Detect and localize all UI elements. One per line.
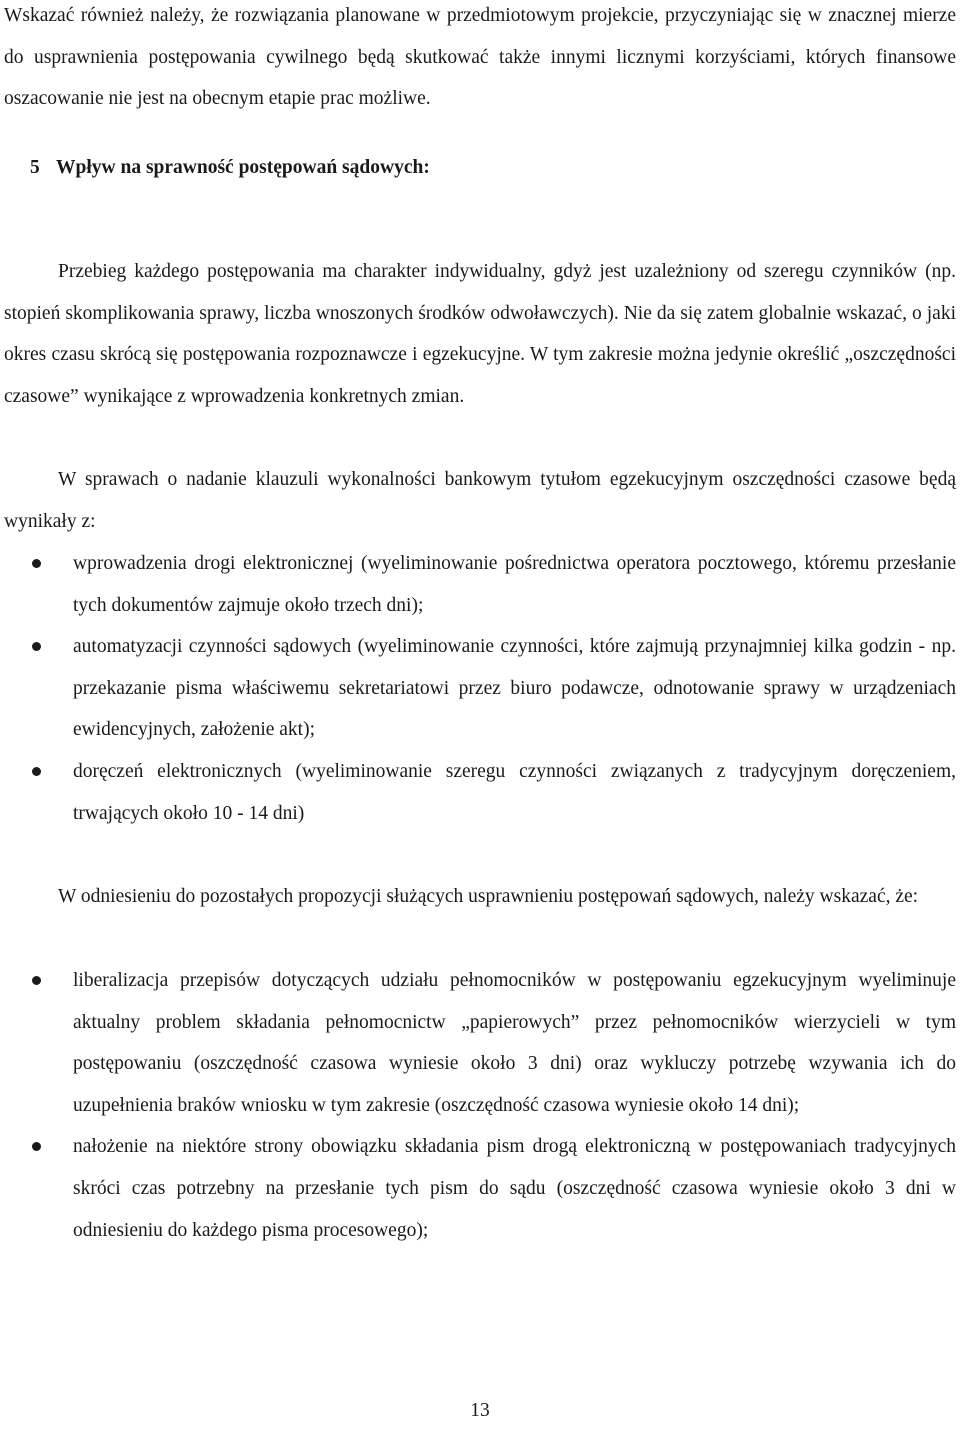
page-number: 13 bbox=[470, 1400, 490, 1421]
bullet-icon bbox=[32, 559, 41, 568]
section-number: 5 bbox=[30, 157, 40, 178]
list-item bbox=[4, 751, 956, 834]
bullet-list-2 bbox=[4, 960, 956, 1251]
list-2-block bbox=[4, 960, 956, 1251]
list-1-block bbox=[4, 543, 956, 834]
bullet-list-1 bbox=[4, 543, 956, 834]
section-title: Wpływ na sprawność postępowań sądowych: bbox=[56, 157, 430, 178]
list-item-text: automatyzacji czynności sądowych (wyeliminowanie czynności, które zajmują przynajmniej kilka godzin - np. przekazanie pisma właściwemu sekretariatowi przez biuro podawcze, odnotowanie sprawy w urządzeniach ewidencyjnych, założenie akt); bbox=[73, 636, 956, 741]
klauzula-paragraph-block bbox=[4, 459, 956, 542]
odniesienie-paragraph: W odniesieniu do pozostałych propozycji służących usprawnieniu postępowań sądowych, należy wskazać, że: bbox=[58, 886, 919, 907]
list-item-text: nałożenie na niektóre strony obowiązku składania pism drogą elektroniczną w postępowaniach tradycyjnych skróci czas potrzebny na przesłanie tych pism do sądu (oszczędność czasowa wyniesie około 3 dni w odniesieniu do każdego pisma procesowego); bbox=[73, 1136, 956, 1241]
list-item bbox=[4, 1126, 956, 1251]
list-item bbox=[4, 626, 956, 751]
klauzula-paragraph: W sprawach o nadanie klauzuli wykonalności bankowym tytułom egzekucyjnym oszczędności czasowe będą wynikały z: bbox=[4, 469, 956, 532]
list-item-text: liberalizacja przepisów dotyczących udziału pełnomocników w postępowaniu egzekucyjnym wyeliminuje aktualny problem składania pełnomocnictw „papierowych” przez pełnomocników wierzycieli w tym postępowaniu (oszczędność czasowa wyniesie około 3 dni) oraz wykluczy potrzebę wzywania ich do uzupełnienia braków wniosku w tym zakresie (oszczędność czasowa wyniesie około 14 dni); bbox=[73, 970, 956, 1116]
bullet-icon bbox=[32, 767, 41, 776]
bullet-icon bbox=[32, 1142, 41, 1151]
list-item bbox=[4, 543, 956, 626]
list-item-text: wprowadzenia drogi elektronicznej (wyeliminowanie pośrednictwa operatora pocztowego, któremu przesłanie tych dokumentów zajmuje około trzech dni); bbox=[73, 553, 956, 616]
przebieg-paragraph: Przebieg każdego postępowania ma charakter indywidualny, gdyż jest uzależniony od szeregu czynników (np. stopień skomplikowania sprawy, liczba wnoszonych środków odwoławczych). Nie da się zatem globalnie wskazać, o jaki okres czasu skrócą się postępowania rozpoznawcze i egzekucyjne. W tym zakresie można jedynie określić „oszczędności czasowe” wynikające z wprowadzenia konkretnych zmian. bbox=[4, 261, 956, 407]
odniesienie-paragraph-block bbox=[4, 876, 956, 918]
przebieg-paragraph-block bbox=[4, 251, 956, 417]
intro-paragraph: Wskazać również należy, że rozwiązania planowane w przedmiotowym projekcie, przyczyniając się w znacznej mierze do usprawnienia postępowania cywilnego będą skutkować także innymi licznymi korzyściami, których finansowe oszacowanie nie jest na obecnym etapie prac możliwe. bbox=[4, 5, 956, 110]
bullet-icon bbox=[32, 976, 41, 985]
list-item-text: doręczeń elektronicznych (wyeliminowanie szeregu czynności związanych z tradycyjnym doręczeniem, trwających około 10 - 14 dni) bbox=[73, 760, 956, 824]
list-item bbox=[4, 960, 956, 1126]
intro-paragraph-block bbox=[4, 0, 956, 120]
bullet-icon bbox=[32, 642, 41, 651]
section-heading bbox=[4, 147, 956, 189]
